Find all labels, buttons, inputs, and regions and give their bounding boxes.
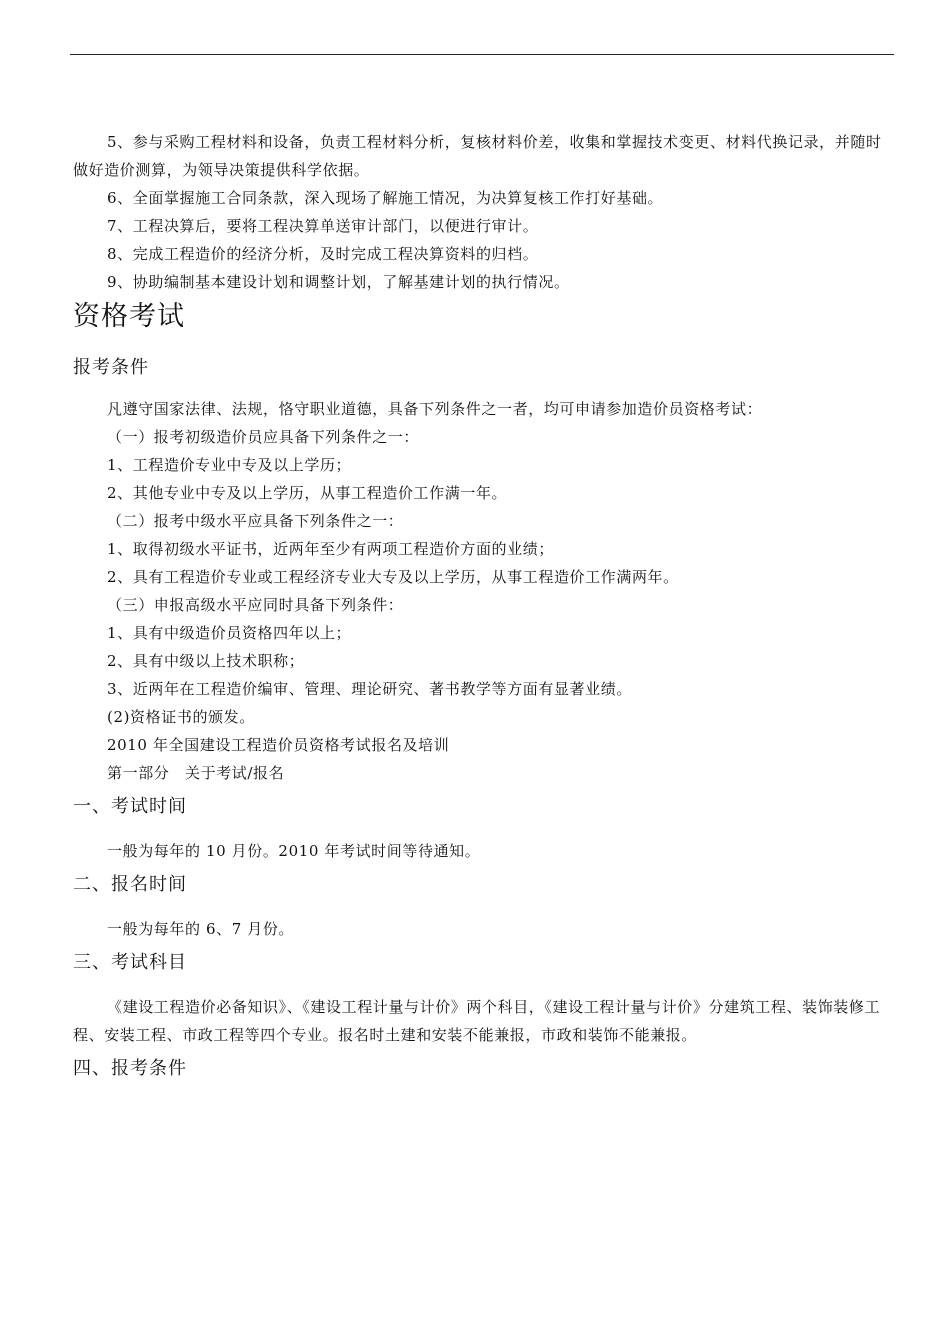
senior-item: 3、近两年在工程造价编审、管理、理论研究、著书教学等方面有显著业绩。 xyxy=(107,680,632,698)
exam-time-text: 一般为每年的 10 月份。2010 年考试时间等待通知。 xyxy=(107,842,481,860)
middle-item: 1、取得初级水平证书，近两年至少有两项工程造价方面的业绩； xyxy=(107,540,554,558)
subjects-heading: 三、考试科目 xyxy=(73,952,187,973)
subjects-text: 《建设工程造价必备知识》、《建设工程计量与计价》两个科目，《建设工程计量与计价》分建筑工程、装饰装修工程、安装工程、市政工程等四个专业。报名时土建和安装不能兼报，市政和装饰不能兼报。 xyxy=(73,998,881,1044)
part-one-heading: 第一部分 关于考试/报名 xyxy=(107,764,285,782)
senior-item: 2、具有中级以上技术职称； xyxy=(107,652,305,670)
header-rule xyxy=(70,54,894,55)
middle-item: 2、具有工程造价专业或工程经济专业大专及以上学历，从事工程造价工作满两年。 xyxy=(107,568,679,586)
document-body xyxy=(73,128,888,1099)
senior-heading: （三）申报高级水平应同时具备下列条件： xyxy=(107,596,404,614)
certificate-line: (2)资格证书的颁发。 xyxy=(107,708,255,726)
conditions-list xyxy=(73,423,888,787)
conditions-two-heading: 四、报考条件 xyxy=(73,1058,187,1079)
duty-item-5: 5、参与采购工程材料和设备，负责工程材料分析，复核材料价差，收集和掌握技术变更、材料代换记录，并随时做好造价测算，为领导决策提供科学依据。 xyxy=(73,133,882,179)
duty-item-9: 9、协助编制基本建设计划和调整计划，了解基建计划的执行情况。 xyxy=(107,273,570,291)
exam-time-heading: 一、考试时间 xyxy=(73,796,187,817)
junior-heading: （一）报考初级造价员应具备下列条件之一： xyxy=(107,428,420,446)
signup-time-text: 一般为每年的 6、7 月份。 xyxy=(107,920,295,938)
duty-item-7: 7、工程决算后，要将工程决算单送审计部门，以便进行审计。 xyxy=(107,217,539,235)
notice-title: 2010 年全国建设工程造价员资格考试报名及培训 xyxy=(107,736,450,754)
signup-time-heading: 二、报名时间 xyxy=(73,874,187,895)
conditions-heading: 报考条件 xyxy=(73,357,149,378)
senior-item: 1、具有中级造价员资格四年以上； xyxy=(107,624,352,642)
junior-item: 2、其他专业中专及以上学历，从事工程造价工作满一年。 xyxy=(107,484,508,502)
middle-heading: （二）报考中级水平应具备下列条件之一： xyxy=(107,512,404,530)
conditions-intro: 凡遵守国家法律、法规，恪守职业道德，具备下列条件之一者，均可申请参加造价员资格考试： xyxy=(107,400,763,418)
duty-item-6: 6、全面掌握施工合同条款，深入现场了解施工情况，为决算复核工作打好基础。 xyxy=(107,189,664,207)
duty-item-8: 8、完成工程造价的经济分析，及时完成工程决算资料的归档。 xyxy=(107,245,539,263)
section-title: 资格考试 xyxy=(73,301,185,332)
junior-item: 1、工程造价专业中专及以上学历； xyxy=(107,456,352,474)
